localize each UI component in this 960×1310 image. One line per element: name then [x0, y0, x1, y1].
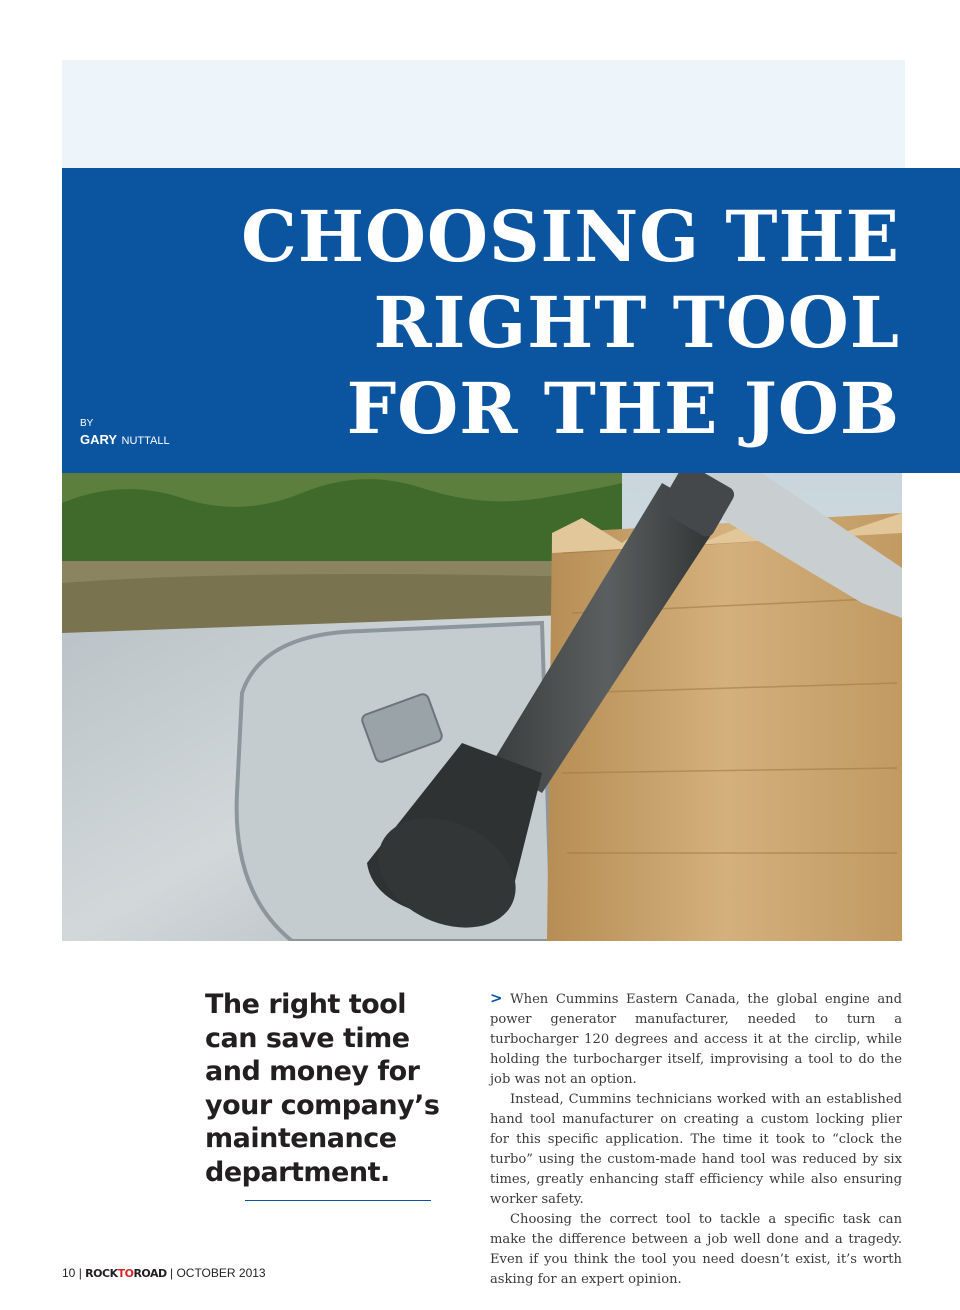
brand-part-to: TO — [117, 1267, 134, 1280]
page-footer — [62, 1266, 266, 1280]
header-top-band — [62, 60, 905, 170]
title-line-3: FOR THE JOB — [346, 367, 900, 450]
title-banner — [62, 168, 960, 473]
author-first-name: GARY — [80, 432, 118, 447]
article-body — [490, 988, 902, 1290]
paragraph-1-text: When Cummins Eastern Canada, the global engine and power generator manufacturer, needed to turn a turbocharger 120 degrees and access it at the circlip, while holding the turbocharger itself, improvising a tool to do the job was not an option. — [490, 992, 902, 1087]
title-line-1: CHOOSING THE — [241, 195, 900, 278]
paragraph-2: Instead, Cummins technicians worked with an established hand tool manufacturer on creating a custom locking plier for this specific application. The time it took to “clock the turbo” using the custom-made hand tool was reduced by six times, greatly enhancing staff efficiency while also ensuring worker safety. — [490, 1092, 902, 1207]
pull-quote-rule — [245, 1200, 431, 1201]
paragraph-3: Choosing the correct tool to tackle a specific task can make the difference between a job well done and a tragedy. Even if you think the tool you need doesn’t exist, it’s worth asking for an expert opinion. — [490, 1212, 902, 1287]
brand-part-rock: ROCK — [85, 1267, 118, 1280]
brand-part-road: ROAD — [133, 1267, 167, 1280]
issue-date: OCTOBER 2013 — [176, 1266, 266, 1280]
magazine-brand — [85, 1267, 166, 1280]
byline-prefix: BY — [80, 418, 94, 429]
author-last-name: NUTTALL — [121, 435, 170, 447]
page-number: 10 — [62, 1266, 76, 1280]
pull-quote: The right tool can save time and money for your company’s maintenance department. — [205, 989, 440, 1188]
footer-separator: | — [78, 1266, 82, 1280]
article-title — [241, 194, 900, 452]
byline — [80, 418, 170, 449]
paragraph-1 — [490, 988, 902, 1090]
footer-separator-2: | — [169, 1266, 174, 1280]
wrench-on-bolt-photo — [62, 473, 902, 941]
lead-arrow-icon: > — [490, 989, 503, 1007]
title-line-2: RIGHT TOOL — [373, 281, 900, 364]
